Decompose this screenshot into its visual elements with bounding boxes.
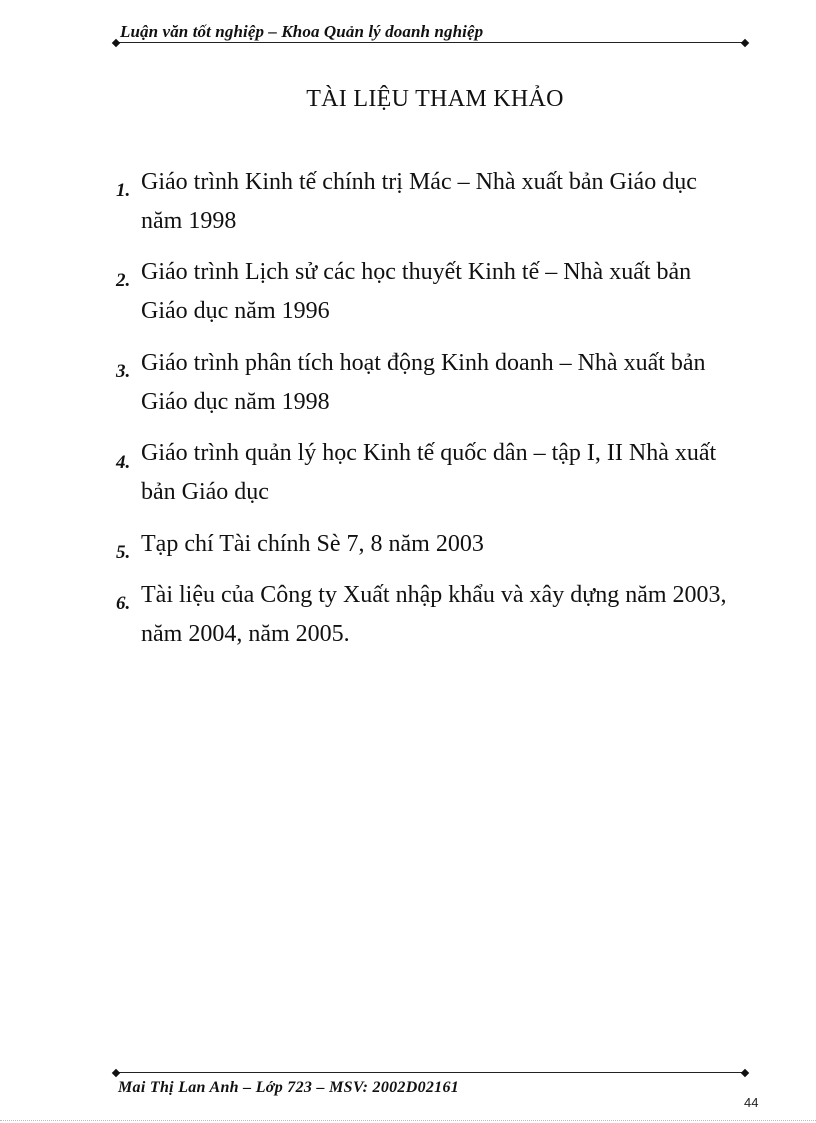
- footer-rule-right-diamond: [741, 1069, 749, 1077]
- reference-number: 2.: [116, 270, 131, 291]
- footer-rule-left-diamond: [112, 1069, 120, 1077]
- page-title: TÀI LIỆU THAM KHẢO: [306, 86, 564, 112]
- header-rule: [118, 42, 746, 43]
- reference-line: Giáo trình quản lý học Kinh tế quốc dân – tập I, II Nhà xuất: [141, 440, 717, 466]
- reference-line: Giáo dục năm 1996: [141, 298, 330, 324]
- footer-rule: [118, 1072, 746, 1073]
- reference-number: 4.: [116, 452, 131, 473]
- reference-text: [141, 163, 761, 241]
- reference-number: 6.: [116, 593, 131, 614]
- reference-line: Giáo trình phân tích hoạt động Kinh doanh – Nhà xuất bản: [141, 350, 706, 376]
- reference-line: bản Giáo dục: [141, 479, 269, 505]
- reference-line: năm 1998: [141, 208, 237, 234]
- reference-line: Giáo trình Lịch sử các học thuyết Kinh tế – Nhà xuất bản: [141, 259, 692, 285]
- reference-line: năm 2004, năm 2005.: [141, 621, 350, 647]
- header-rule-right-diamond: [741, 39, 749, 47]
- page-edge-divider: [0, 1120, 816, 1121]
- page-number: 44: [744, 1095, 759, 1110]
- header-title: Luận văn tốt nghiệp – Khoa Quản lý doanh nghiệp: [120, 22, 484, 41]
- reference-line: Giáo trình Kinh tế chính trị Mác – Nhà xuất bản Giáo dục: [141, 169, 697, 195]
- reference-text: [141, 525, 761, 564]
- footer-author: Mai Thị Lan Anh – Lớp 723 – MSV: 2002D02161: [118, 1079, 460, 1096]
- reference-text: [141, 344, 761, 422]
- header-rule-left-diamond: [112, 39, 120, 47]
- reference-text: [141, 434, 761, 512]
- reference-line: Giáo dục năm 1998: [141, 389, 330, 415]
- reference-number: 3.: [116, 361, 131, 382]
- reference-text: [141, 576, 761, 654]
- reference-text: [141, 253, 761, 331]
- reference-number: 5.: [116, 542, 131, 563]
- reference-number: 1.: [116, 180, 131, 201]
- reference-line: Tạp chí Tài chính Sè 7, 8 năm 2003: [141, 531, 484, 557]
- reference-line: Tài liệu của Công ty Xuất nhập khẩu và xây dựng năm 2003,: [141, 582, 727, 608]
